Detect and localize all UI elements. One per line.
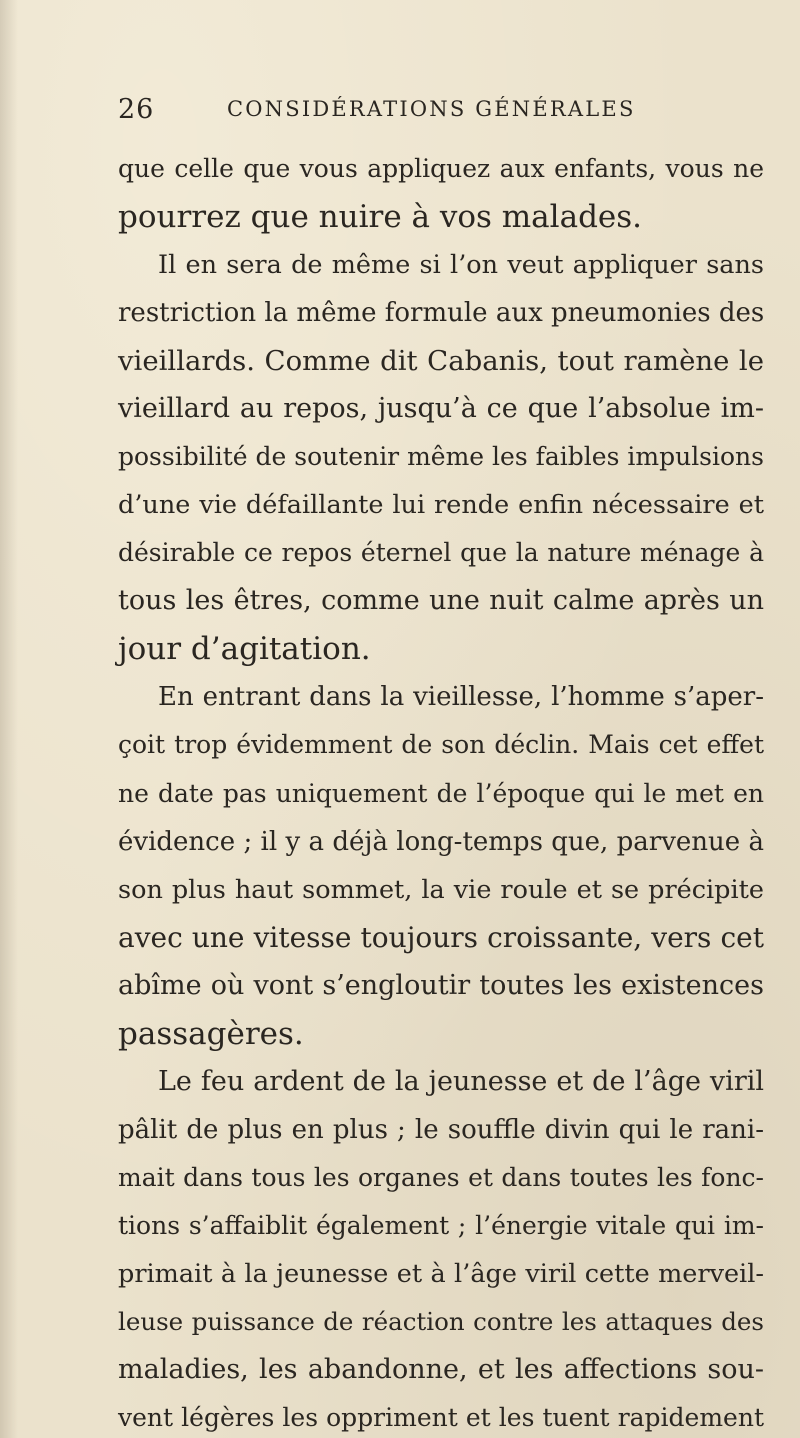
text-line: son plus haut sommet, la vie roule et se précipite [118,875,764,905]
text-line: pâlit de plus en plus ; le souffle divin qui le rani- [118,1115,764,1145]
text-line: pourrez que nuire à vos malades. [118,199,643,235]
text-line: vieillard au repos, jusqu’à ce que l’absolue im- [118,393,764,424]
running-head-title: CONSIDÉRATIONS GÉNÉRALES [227,97,636,121]
text-line: leuse puissance de réaction contre les attaques des [118,1307,764,1336]
paragraph-start-line: Il en sera de même si l’on veut appliquer sans [158,250,764,280]
text-line: tions s’affaiblit également ; l’énergie vitale qui im- [118,1211,764,1240]
text-line: restriction la même formule aux pneumonies des [118,298,765,328]
page-number: 26 [118,94,155,125]
text-line: abîme où vont s’engloutir toutes les existences [118,970,764,1001]
text-line: jour d’agitation. [118,631,371,667]
text-line: passagères. [118,1016,304,1052]
text-line: désirable ce repos éternel que la nature ménage à [118,538,764,567]
text-line: que celle que vous appliquez aux enfants, vous ne [118,154,764,183]
running-head [118,94,758,134]
text-line: avec une vitesse toujours croissante, vers cet [118,921,764,954]
text-line: primait à la jeunesse et à l’âge viril cette merveil- [118,1259,764,1289]
text-line: mait dans tous les organes et dans toutes les fonc- [118,1163,764,1192]
page-gutter-shadow [0,0,18,1438]
text-line: vieillards. Comme dit Cabanis, tout ramène le [118,345,764,377]
text-line: çoit trop évidemment de son déclin. Mais cet effet [118,730,764,759]
text-line: ne date pas uniquement de l’époque qui le met en [118,779,764,808]
text-line: possibilité de soutenir même les faibles impulsions [118,442,764,471]
text-line: d’une vie défaillante lui rende enfin nécessaire et [118,490,764,520]
text-line: tous les êtres, comme une nuit calme après un [118,585,764,616]
text-line: vent légères les oppriment et les tuent rapidement [118,1403,764,1432]
text-line: maladies, les abandonne, et les affections sou- [118,1354,764,1385]
paragraph-start-line: En entrant dans la vieillesse, l’homme s’aper- [158,682,764,712]
text-line: évidence ; il y a déjà long-temps que, parvenue à [118,827,764,857]
paragraph-start-line: Le feu ardent de la jeunesse et de l’âge viril [158,1066,764,1097]
